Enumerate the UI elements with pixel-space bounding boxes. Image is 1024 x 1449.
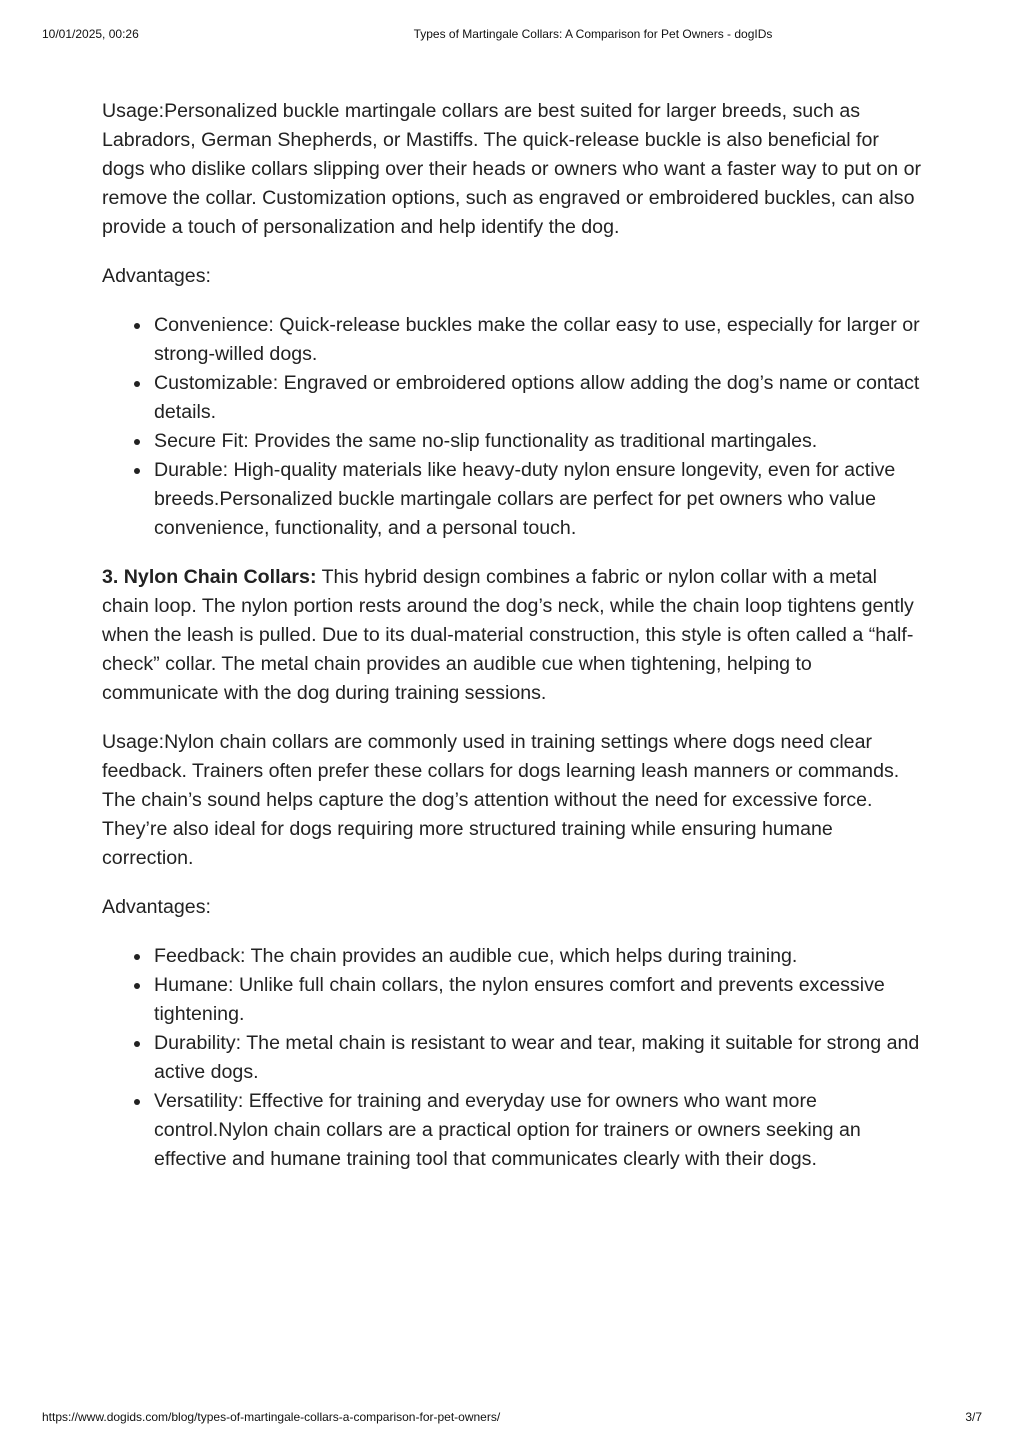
bullet-icon (134, 1099, 140, 1105)
list-item (154, 369, 924, 427)
list-item-text: Secure Fit: Provides the same no-slip functionality as traditional martingales. (154, 430, 818, 452)
list-item (154, 456, 924, 543)
print-footer (0, 1409, 1024, 1425)
bullet-icon (134, 983, 140, 989)
list-item-text: Feedback: The chain provides an audible cue, which helps during training. (154, 945, 798, 967)
list-item-text: Humane: Unlike full chain collars, the nylon ensures comfort and prevents excessive tightening. (154, 974, 885, 1025)
bullet-icon (134, 468, 140, 474)
print-url: https://www.dogids.com/blog/types-of-martingale-collars-a-comparison-for-pet-owners/ (42, 1410, 501, 1424)
usage-buckle-paragraph: Usage:Personalized buckle martingale collars are best suited for larger breeds, such as Labradors, German Shepherds, or Mastiffs. The quick-release buckle is also beneficial for dogs who dislike collars slipping over their heads or owners who want a faster way to put on or remove the collar. Customization options, such as engraved or embroidered buckles, can also provide a touch of personalization and help identify the dog. (102, 100, 922, 238)
advantages-label: Advantages: (102, 896, 211, 918)
list-item-text: Convenience: Quick-release buckles make the collar easy to use, especially for larger or strong-willed dogs. (154, 314, 920, 365)
print-header (0, 26, 1024, 42)
advantages-buckle-list (102, 311, 924, 543)
page-number: 3/7 (965, 1410, 982, 1424)
list-item-text: Versatility: Effective for training and everyday use for owners who want more control.Nylon chain collars are a practical option for trainers or owners seeking an effective and humane training tool that communicates clearly with their dogs. (154, 1090, 861, 1170)
list-item (154, 971, 924, 1029)
bullet-icon (134, 323, 140, 329)
print-page-title: Types of Martingale Collars: A Comparison for Pet Owners - dogIDs (413, 27, 773, 41)
list-item-text: Durability: The metal chain is resistant to wear and tear, making it suitable for strong and active dogs. (154, 1032, 920, 1083)
bullet-icon (134, 1041, 140, 1047)
section-3-paragraph (102, 563, 924, 708)
list-item (154, 427, 924, 456)
advantages-nylon-list (102, 942, 924, 1174)
bullet-icon (134, 439, 140, 445)
bullet-icon (134, 954, 140, 960)
article-body (102, 97, 924, 1194)
list-item (154, 1087, 924, 1174)
bullet-icon (134, 381, 140, 387)
usage-nylon-paragraph: Usage:Nylon chain collars are commonly used in training settings where dogs need clear feedback. Trainers often prefer these collars for dogs learning leash manners or commands. The chain’s sound helps capture the dog’s attention without the need for excessive force. They’re also ideal for dogs requiring more structured training while ensuring humane correction. (102, 731, 900, 869)
advantages-label: Advantages: (102, 265, 211, 287)
list-item-text: Customizable: Engraved or embroidered options allow adding the dog’s name or contact details. (154, 372, 920, 423)
list-item (154, 311, 924, 369)
print-datetime: 10/01/2025, 00:26 (42, 27, 139, 41)
section-3-heading: 3. Nylon Chain Collars: (102, 566, 317, 588)
list-item-text: Durable: High-quality materials like heavy-duty nylon ensure longevity, even for active breeds.Personalized buckle martingale collars are perfect for pet owners who value convenience, functionality, and a personal touch. (154, 459, 896, 539)
list-item (154, 1029, 924, 1087)
section-3-body: This hybrid design combines a fabric or nylon collar with a metal chain loop. The nylon portion rests around the dog’s neck, while the chain loop tightens gently when the leash is pulled. Due to its dual-material construction, this style is often called a “half-check” collar. The metal chain provides an audible cue when tightening, helping to communicate with the dog during training sessions. (102, 566, 914, 704)
list-item (154, 942, 924, 971)
